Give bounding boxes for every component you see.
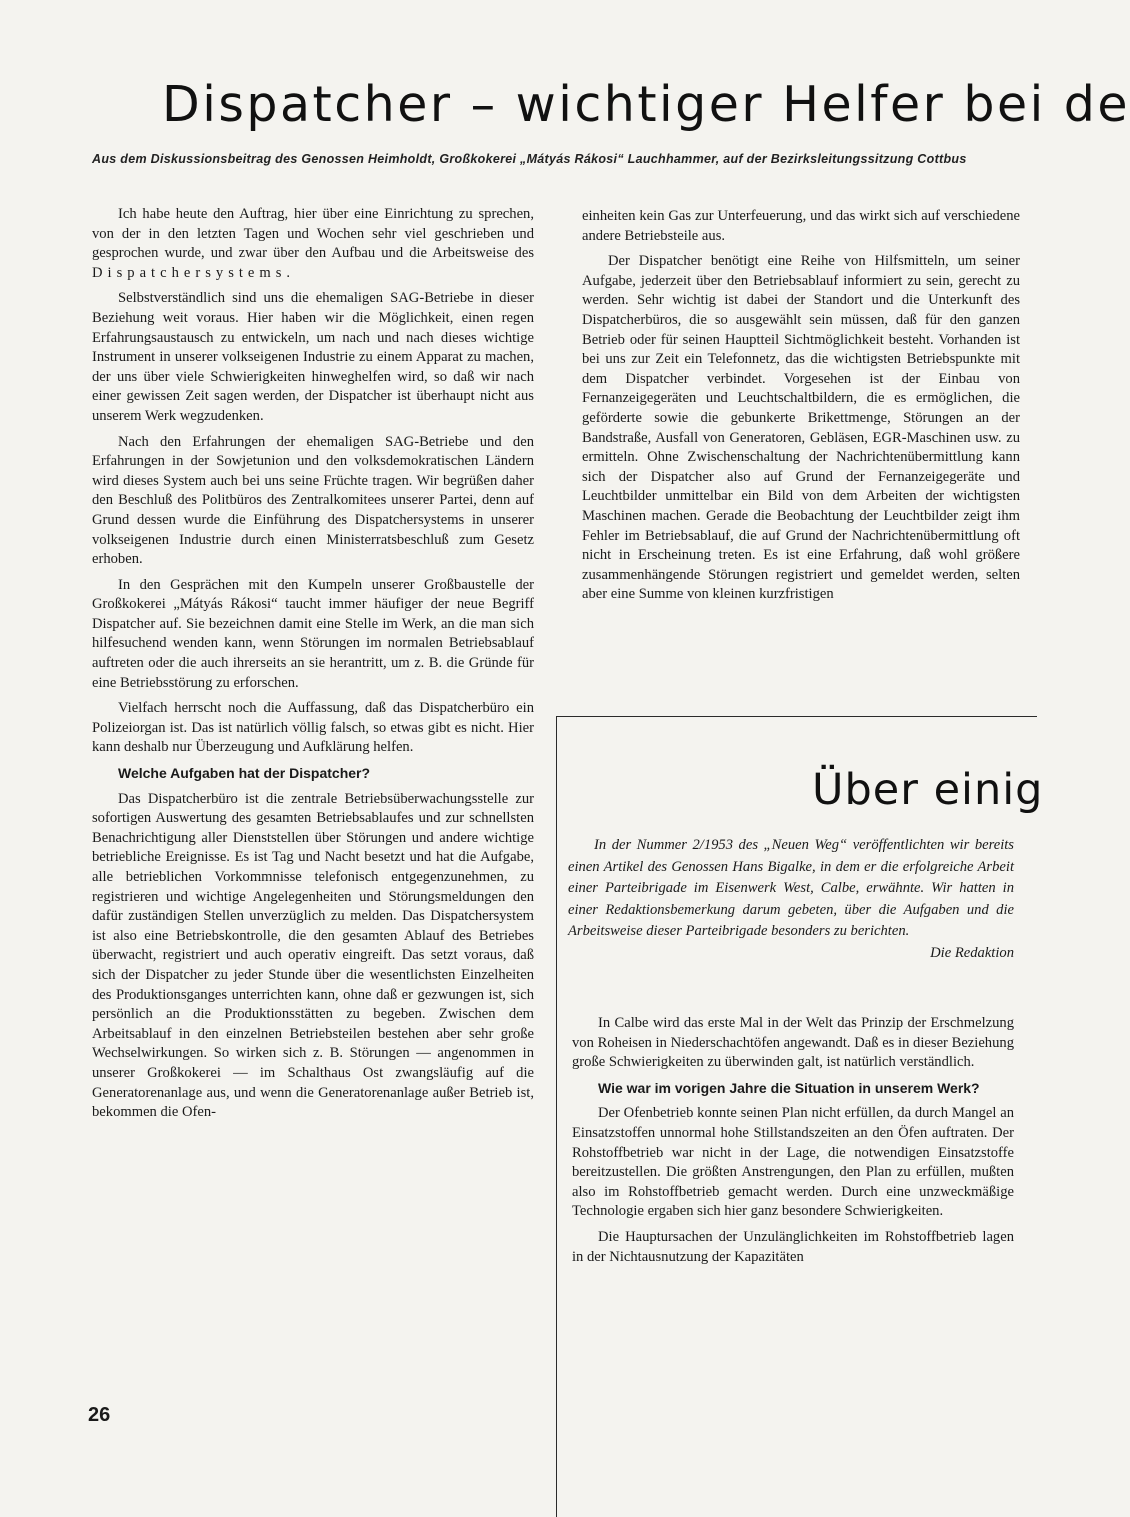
- paragraph: Das Dispatcherbüro ist die zentrale Betriebsüberwachungsstelle zur sofortigen Auswertung des gesamten Betriebsablaufes und zur schnellsten Benachrichtigung aller Dienststellen über Störungen und andere wichtige betriebliche Ereignisse. Es ist Tag und Nacht besetzt und hat die Aufgabe, alle betrieblichen Vorkommnisse telefonisch entgegenzunehmen, zu registrieren und wichtige Angelegenheiten und Störungsmeldungen den dafür zuständigen Stellen unverzüglich zu melden. Das Dispatchersystem ist also eine Betriebskontrolle, die den gesamten Ablauf des Betriebes überwacht, registriert und auch operativ eingreift. Das setzt voraus, daß sich der Dispatcher zu jeder Stunde über die wesentlichsten Einzelheiten des Produktionsganges unterrichten kann, ohne daß er gezwungen ist, sich persönlich an die Produktionsstätten zu begeben. Zwischen dem Arbeitsablauf in den einzelnen Betriebsteilen bestehen aber sehr große Wechselwirkungen. So wirken sich z. B. Störungen — angenommen in unserer Großkokerei — im Schalthaus Ost zwangsläufig auf die Generatorenanlage aus, und wenn die Generatorenanlage außer Betrieb ist, bekommen die Ofen-: [92, 790, 534, 1121]
- paragraph: In den Gesprächen mit den Kumpeln unserer Großbaustelle der Großkokerei „Mátyás Rákosi“ taucht immer häufiger der neue Begriff Dispatcher auf. Sie bezeichnen damit eine Stelle im Werk, an die man sich hilfesuchend wenden kann, wenn Störungen im normalen Betriebsablauf auftreten oder die auch ihrerseits an sie herantritt, um z. B. die Gründe für eine Betriebsstörung zu erforschen.: [92, 576, 534, 691]
- section-heading: Wie war im vorigen Jahre die Situation in unserem Werk?: [598, 1079, 980, 1096]
- page-number: 26: [88, 1404, 111, 1426]
- paragraph: Selbstverständlich sind uns die ehemaligen SAG-Betriebe in dieser Beziehung weit voraus. Hier haben wir die Möglichkeit, einen regen Erfahrungsaustausch zu entwickeln, um nach und nach dieses wichtige Instrument in unserer volkseigenen Industrie zu einem Apparat zu machen, der uns über viele Schwierigkeiten hinweghelfen wird, so daß wir nach einer gewissen Zeit sagen werden, der Dispatcher ist überhaupt nicht aus unserem Werk wegzudenken.: [92, 290, 534, 424]
- right-column: [582, 207, 1020, 611]
- second-article-title: Über einig: [812, 765, 1044, 815]
- paragraph: Der Ofenbetrieb konnte seinen Plan nicht erfüllen, da durch Mangel an Einsatzstoffen unnormal hohe Stillstandszeiten an den Öfen auftraten. Der Rohstoffbetrieb war nicht in der Lage, die notwendigen Einsatzstoffe bereitzustellen. Die größten Anstrengungen, den Plan zu erfüllen, mußten also im Rohstoffbetrieb gemacht werden. Durch eine unzweckmäßige Technologie ergaben sich hier ganz besondere Schwierigkeiten.: [572, 1105, 1014, 1220]
- paragraph: [92, 205, 534, 283]
- second-article-column: [572, 1014, 1014, 1273]
- section-heading: Welche Aufgaben hat der Dispatcher?: [118, 765, 371, 782]
- left-column: [92, 205, 534, 1129]
- editorial-note: [568, 835, 1014, 964]
- paragraph: Der Dispatcher benötigt eine Reihe von Hilfsmitteln, um seiner Aufgabe, jederzeit über den Betriebsablauf informiert zu sein, gerecht zu werden. Sehr wichtig ist dabei der Standort und die Unterkunft des Dispatcherbüros, die so ausgewählt sein müssen, daß für den ganzen Betrieb oder für seinen Hauptteil Sichtmöglichkeit besteht. Vorhanden ist bei uns zur Zeit ein Telefonnetz, das die wichtigsten Betriebspunkte mit dem Dispatcher verbindet. Vorgesehen ist der Einbau von Fernanzeigegeräten und Leuchtschaltbildern, die es ermöglichen, die geförderte sowie die gebunkerte Brikettmenge, Störungen an der Bandstraße, Ausfall von Generatoren, Gebläsen, EGR-Maschinen usw. zu ermitteln. Ohne Zwischenschaltung der Nachrichtenübermittlung kann sich der Dispatcher also auf Grund der Fernanzeigegeräte und Leuchtbilder unmittelbar ein Bild von dem Arbeiten der wichtigsten Maschinen machen. Gerade die Beobachtung der Leuchtbilder zeigt ihm Fehler im Betriebsablauf, die auf Grund der Nachrichtenübermittlung oft nicht in Erscheinung treten. Es ist eine Erfahrung, daß wohl größere zusammenhängende Störungen registriert und gemeldet werden, selten aber eine Summe von kleinen kurzfristigen: [582, 253, 1020, 603]
- paragraph: Die Hauptursachen der Unzulänglichkeiten im Rohstoffbetrieb lagen in der Nichtausnutzung der Kapazitäten: [572, 1228, 1014, 1265]
- paragraph: Nach den Erfahrungen der ehemaligen SAG-Betriebe und den Erfahrungen in der Sowjetunion und den volksdemokratischen Ländern wird dieses System auch bei uns seine Früchte tragen. Wir begrüßen daher den Beschluß des Politbüros des Zentralkomitees unserer Partei, denn auf Grund dessen wurde die Einführung des Dispatchersystems in unserer volkseigenen Industrie durch einen Ministerratsbeschluß zum Gesetz erhoben.: [92, 433, 534, 568]
- paragraph-continuation: einheiten kein Gas zur Unterfeuerung, und das wirkt sich auf verschiedene andere Betriebsteile aus.: [582, 208, 1020, 244]
- article-title: Dispatcher – wichtiger Helfer bei de: [162, 76, 1130, 133]
- editorial-signature: Die Redaktion: [930, 944, 1014, 961]
- paragraph: Vielfach herrscht noch die Auffassung, daß das Dispatcherbüro ein Polizeiorgan ist. Das ist natürlich völlig falsch, so etwas gibt es nicht. Hier kann deshalb nur Überzeugung und Aufklärung helfen.: [92, 700, 534, 756]
- paragraph-text: Ich habe heute den Auftrag, hier über eine Einrichtung zu sprechen, von der in den letzten Tagen und Wochen sehr viel geschrieben und gesprochen wurde, und zwar über den Aufbau und die Arbeitsweise des: [92, 206, 534, 262]
- spaced-term: Dispatchersystems.: [92, 264, 296, 281]
- article-subtitle: Aus dem Diskussionsbeitrag des Genossen Heimholdt, Großkokerei „Mátyás Rákosi“ Lauchhammer, auf der Bezirksleitungssitzung Cottbus: [92, 152, 967, 166]
- editorial-note-text: In der Nummer 2/1953 des „Neuen Weg“ veröffentlichten wir bereits einen Artikel des Genossen Hans Bigalke, in dem er die erfolgreiche Arbeit einer Parteibrigade im Eisenwerk West, Calbe, erwähnte. Wir hatten in einer Redaktionsbemerkung darum gebeten, über die Aufgaben und die Arbeitsweise dieser Parteibrigade besonders zu berichten.: [568, 837, 1014, 939]
- paragraph: In Calbe wird das erste Mal in der Welt das Prinzip der Erschmelzung von Roheisen in Niederschachtöfen angewandt. Daß es in dieser Beziehung große Schwierigkeiten zu überwinden galt, ist natürlich verständlich.: [572, 1015, 1014, 1071]
